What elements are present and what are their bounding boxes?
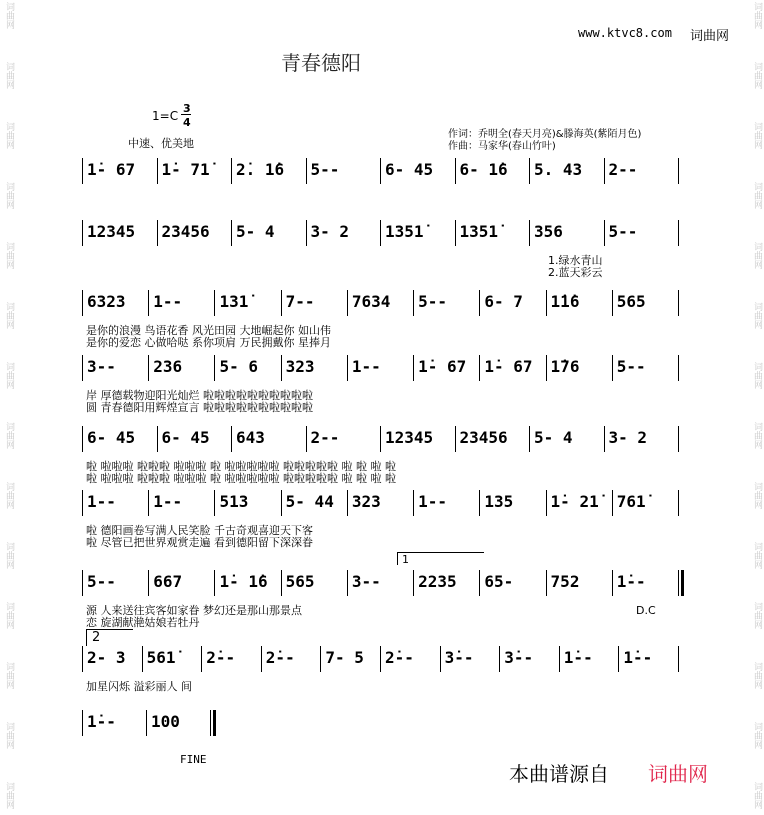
barline — [82, 158, 83, 184]
barline — [612, 490, 613, 516]
watermark-glyph: 词曲网 — [4, 782, 14, 809]
measure: 7634 — [351, 292, 391, 311]
watermark-glyph: 词曲网 — [4, 182, 14, 209]
barline — [546, 355, 547, 381]
barline — [157, 158, 158, 184]
barline — [306, 158, 307, 184]
measure: 3- 2 — [310, 222, 350, 241]
barline — [559, 646, 560, 672]
measure: 1̇76 — [550, 357, 580, 376]
measure: 7-- — [285, 292, 315, 311]
barline — [413, 570, 414, 596]
measure: 5-- — [616, 357, 646, 376]
measure: 565 — [616, 292, 646, 311]
barline — [455, 158, 456, 184]
measure: 23456 — [161, 222, 210, 241]
watermark-glyph: 词曲网 — [752, 122, 762, 149]
lyric-line: 啦 啦啦啦 啦啦啦 啦啦啦 啦 啦啦啦啦啦 啦啦啦啦啦 啦 啦 啦 啦 — [86, 460, 396, 473]
barline — [214, 490, 215, 516]
measure: 1351̇ — [385, 222, 424, 241]
time-signature-divider — [181, 114, 191, 115]
barline — [82, 355, 83, 381]
watermark-glyph: 词曲网 — [4, 242, 14, 269]
barline — [479, 290, 480, 316]
lyricist-credit: 作词：乔明全(春天月亮)&滕海英(紫陌月色) — [448, 129, 642, 140]
header-url[interactable]: www.ktvc8.com — [578, 26, 672, 40]
measure: 5-- — [310, 160, 340, 179]
barline — [546, 490, 547, 516]
lyric-line: 啦 尽管已把世界观赏走遍 看到德阳留下深深眷 — [86, 536, 313, 549]
measure: 135 — [484, 492, 514, 511]
barline — [82, 290, 83, 316]
watermark-glyph: 词曲网 — [752, 62, 762, 89]
barline — [214, 570, 215, 596]
barline — [306, 220, 307, 246]
barline — [455, 426, 456, 452]
barline — [604, 220, 605, 246]
lyric-line: 加星闪烁 溢彩丽人 间 — [86, 680, 192, 693]
barline — [612, 355, 613, 381]
barline — [413, 290, 414, 316]
barline — [214, 355, 215, 381]
watermark-glyph: 词曲网 — [4, 2, 14, 29]
header-site-name[interactable]: 词曲网 — [690, 29, 730, 44]
watermark-glyph: 词曲网 — [752, 422, 762, 449]
watermark-glyph: 词曲网 — [4, 662, 14, 689]
watermark-glyph: 词曲网 — [4, 62, 14, 89]
barline — [82, 490, 83, 516]
watermark-glyph: 词曲网 — [752, 602, 762, 629]
measure: 2̇-- — [206, 648, 236, 667]
barline — [380, 646, 381, 672]
measure: 236 — [153, 357, 183, 376]
volta-1-bracket — [397, 552, 484, 565]
measure: 5- 4 — [236, 222, 275, 241]
right-watermark-strip — [750, 0, 762, 815]
watermark-glyph: 词曲网 — [752, 302, 762, 329]
measure: 2- 3 — [87, 648, 126, 667]
watermark-glyph: 词曲网 — [4, 122, 14, 149]
measure: 5- 6 — [219, 357, 258, 376]
barline — [281, 355, 282, 381]
lyric-line: 源 人来送往宾客如家眷 梦幻还是那山那景点 — [86, 604, 302, 617]
tempo-marking: 中速、优美地 — [128, 137, 194, 150]
measure: 561̇ — [146, 648, 176, 667]
barline — [604, 158, 605, 184]
final-barline — [681, 570, 684, 596]
lyric-line: 是你的浪漫 鸟语花香 风光田园 大地崛起你 如山伟 — [86, 324, 331, 337]
time-signature-bottom: 4 — [183, 116, 191, 129]
final-barline — [213, 710, 216, 736]
barline — [82, 220, 83, 246]
measure: 5. 43 — [534, 160, 583, 179]
barline — [413, 355, 414, 381]
measure: 1̇-- — [623, 648, 653, 667]
measure: 5- 44 — [285, 492, 334, 511]
measure: 323 — [285, 357, 315, 376]
watermark-glyph: 词曲网 — [752, 2, 762, 29]
measure: 1-- — [153, 292, 183, 311]
fine-marking: FINE — [180, 753, 207, 766]
barline — [479, 490, 480, 516]
barline — [281, 290, 282, 316]
volta-2-label: 2 — [92, 630, 101, 645]
measure: 5-- — [608, 222, 638, 241]
barline — [380, 158, 381, 184]
barline — [82, 426, 83, 452]
barline — [157, 220, 158, 246]
barline — [347, 570, 348, 596]
barline — [320, 646, 321, 672]
measure: 5-- — [418, 292, 448, 311]
measure: 1̇1̇6 — [550, 292, 580, 311]
measure: 2-- — [310, 428, 340, 447]
measure: 65- — [484, 572, 514, 591]
measure: 1̇-- — [563, 648, 593, 667]
measure: 1351̇ — [459, 222, 499, 241]
barline — [678, 426, 679, 452]
barline — [380, 426, 381, 452]
watermark-glyph: 词曲网 — [4, 602, 14, 629]
lyric-line: 2.蓝天彩云 — [548, 266, 603, 279]
measure: 565 — [285, 572, 315, 591]
barline — [612, 570, 613, 596]
barline — [529, 158, 530, 184]
barline — [612, 290, 613, 316]
measure: 1̇- 71̇ — [161, 160, 210, 179]
barline — [281, 570, 282, 596]
barline — [306, 426, 307, 452]
measure: 1̇- 21̇ — [550, 492, 599, 511]
footer-source-text: 本曲谱源自 — [509, 762, 609, 786]
barline — [380, 220, 381, 246]
measure: 2̇-- — [265, 648, 295, 667]
lyric-line: 恋 旋湖献滟姑娘若牡丹 — [86, 616, 200, 629]
measure: 513 — [219, 492, 249, 511]
barline — [678, 646, 679, 672]
barline — [455, 220, 456, 246]
lyric-line: 啦 啦啦啦 啦啦啦 啦啦啦 啦 啦啦啦啦啦 啦啦啦啦啦 啦 啦 啦 啦 — [86, 472, 396, 485]
measure: 643 — [236, 428, 265, 447]
watermark-glyph: 词曲网 — [4, 302, 14, 329]
barline — [678, 158, 679, 184]
barline — [157, 426, 158, 452]
barline — [618, 646, 619, 672]
barline — [82, 570, 83, 596]
measure: 6- 45 — [161, 428, 210, 447]
composer-credit: 作曲：马家华(春山竹叶) — [448, 141, 556, 152]
watermark-glyph: 词曲网 — [752, 182, 762, 209]
measure: 1̇-- — [87, 712, 116, 731]
barline — [347, 490, 348, 516]
barline — [604, 426, 605, 452]
measure: 1̇- 1̇6 — [219, 572, 268, 591]
key-signature: 1=C — [152, 109, 179, 123]
barline — [529, 426, 530, 452]
measure: 2235 — [418, 572, 457, 591]
barline — [678, 490, 679, 516]
measure: 5-- — [87, 572, 116, 591]
lyric-line: 1.绿水青山 — [548, 254, 603, 267]
measure: 3̇-- — [504, 648, 534, 667]
measure: 667 — [153, 572, 183, 591]
measure: 1-- — [153, 492, 183, 511]
barline — [146, 710, 147, 736]
dc-marking: D.C — [636, 604, 656, 617]
measure: 1-- — [351, 357, 381, 376]
barline — [479, 355, 480, 381]
watermark-glyph: 词曲网 — [752, 362, 762, 389]
lyric-line: 是你的爱恋 心做哈哒 系你项肩 万民拥戴你 星捧月 — [86, 336, 331, 349]
measure: 12345 — [87, 222, 136, 241]
measure: 3-- — [87, 357, 116, 376]
watermark-glyph: 词曲网 — [4, 542, 14, 569]
measure: 23456 — [459, 428, 508, 447]
watermark-glyph: 词曲网 — [4, 482, 14, 509]
barline — [499, 646, 500, 672]
song-title: 青春德阳 — [281, 51, 361, 75]
barline — [148, 355, 149, 381]
barline — [347, 290, 348, 316]
barline — [231, 220, 232, 246]
watermark-glyph: 词曲网 — [4, 362, 14, 389]
measure: 3- 2 — [608, 428, 648, 447]
barline — [231, 158, 232, 184]
measure: 6- 45 — [385, 160, 434, 179]
measure: 1̇- 67 — [418, 357, 467, 376]
barline — [347, 355, 348, 381]
barline — [546, 570, 547, 596]
measure: 1-- — [87, 492, 116, 511]
watermark-glyph: 词曲网 — [4, 422, 14, 449]
barline — [214, 290, 215, 316]
measure: 2̇-- — [385, 648, 414, 667]
footer-site-link[interactable]: 词曲网 — [648, 762, 708, 786]
measure: 1̇- 67 — [87, 160, 136, 179]
measure: 1̇- 67 — [484, 357, 533, 376]
measure: 2-- — [608, 160, 638, 179]
barline — [148, 290, 149, 316]
barline — [413, 490, 414, 516]
watermark-glyph: 词曲网 — [752, 662, 762, 689]
barline — [210, 710, 211, 736]
barline — [678, 220, 679, 246]
measure: 3-- — [351, 572, 381, 591]
measure: 752 — [550, 572, 580, 591]
measure: 6- 7 — [484, 292, 523, 311]
measure: 1̇-- — [616, 572, 646, 591]
barline — [678, 355, 679, 381]
watermark-glyph: 词曲网 — [4, 722, 14, 749]
barline — [201, 646, 202, 672]
measure: 100 — [151, 712, 180, 731]
barline — [529, 220, 530, 246]
measure: 3̇-- — [444, 648, 474, 667]
measure: 356 — [534, 222, 563, 241]
barline — [231, 426, 232, 452]
lyric-line: 啦 德阳画卷写满人民笑脸 千古奇观喜迎天下客 — [86, 524, 313, 537]
measure: 6323 — [87, 292, 126, 311]
barline — [678, 290, 679, 316]
barline — [281, 490, 282, 516]
measure: 6- 45 — [87, 428, 136, 447]
barline — [148, 490, 149, 516]
watermark-glyph: 词曲网 — [752, 242, 762, 269]
measure: 323 — [351, 492, 381, 511]
barline — [148, 570, 149, 596]
barline — [261, 646, 262, 672]
measure: 2̇. 1̇6 — [236, 160, 285, 179]
barline — [82, 646, 83, 672]
barline — [546, 290, 547, 316]
measure: 6- 1̇6 — [459, 160, 508, 179]
lyric-line: 岸 厚德载物迎阳光灿烂 啦啦啦啦啦啦啦啦啦啦 — [86, 389, 313, 402]
volta-1-label: 1 — [402, 553, 409, 566]
measure: 12345 — [385, 428, 434, 447]
watermark-glyph: 词曲网 — [752, 482, 762, 509]
watermark-glyph: 词曲网 — [752, 722, 762, 749]
measure: 131̇ — [219, 292, 249, 311]
lyric-line: 圆 青春德阳用辉煌宣言 啦啦啦啦啦啦啦啦啦啦 — [86, 401, 313, 414]
left-watermark-strip — [2, 0, 14, 815]
barline — [678, 570, 679, 596]
barline — [440, 646, 441, 672]
measure: 7- 5 — [325, 648, 364, 667]
time-signature-top: 3 — [183, 102, 191, 115]
measure: 5- 4 — [534, 428, 573, 447]
measure: 761̇ — [616, 492, 646, 511]
watermark-glyph: 词曲网 — [752, 782, 762, 809]
barline — [142, 646, 143, 672]
barline — [82, 710, 83, 736]
watermark-glyph: 词曲网 — [752, 542, 762, 569]
measure: 1-- — [418, 492, 448, 511]
barline — [479, 570, 480, 596]
